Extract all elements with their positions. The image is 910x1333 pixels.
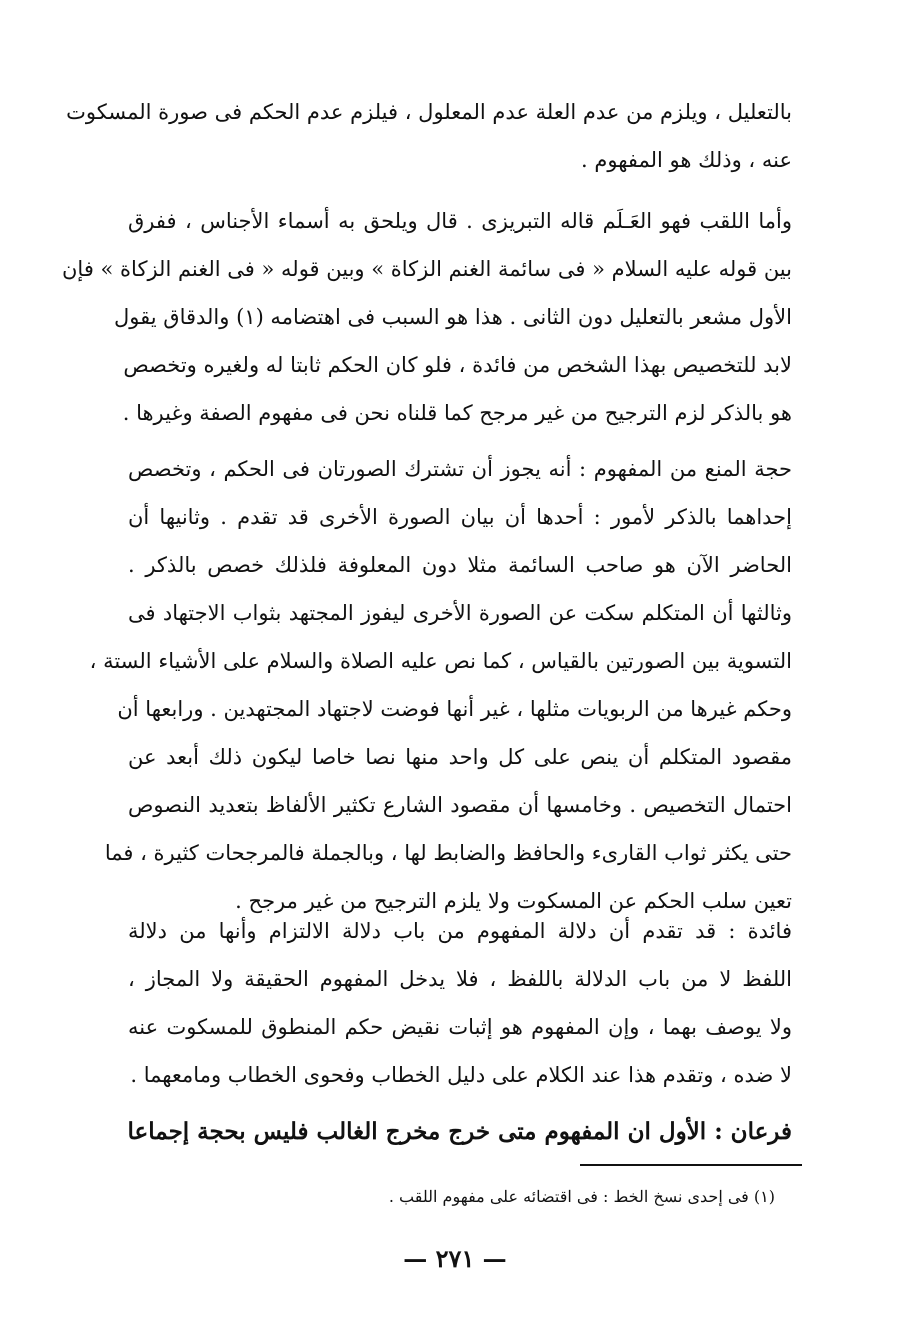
paragraph-3 — [89, 445, 792, 925]
text-line: احتمال التخصيص . وخامسها أن مقصود الشارع تكثير الألفاظ بتعديد النصوص — [128, 793, 792, 817]
text-line: عنه ، وذلك هو المفهوم . — [581, 148, 792, 172]
text-line: وأما اللقب فهو العَـلَم قاله التبريزى . قال ويلحق به أسماء الأجناس ، ففرق — [128, 209, 792, 233]
footnote-divider — [580, 1164, 802, 1166]
text-line: التسوية بين الصورتين بالقياس ، كما نص عليه الصلاة والسلام على الأشياء الستة ، — [89, 649, 792, 673]
text-line: فرعان : الأول ان المفهوم متى خرج مخرج الغالب فليس بحجة إجماعا — [127, 1118, 792, 1145]
paragraph-4 — [128, 907, 792, 1099]
text-line: بين قوله عليه السلام « فى سائمة الغنم الزكاة » وبين قوله « فى الغنم الزكاة » فإن — [62, 257, 792, 281]
text-line: بالتعليل ، ويلزم من عدم العلة عدم المعلول ، فيلزم عدم الحكم فى صورة المسكوت — [66, 100, 792, 124]
text-line: وحكم غيرها من الربويات مثلها ، غير أنها فوضت لاجتهاد المجتهدين . ورابعها أن — [117, 697, 792, 721]
text-line: وثالثها أن المتكلم سكت عن الصورة الأخرى ليفوز المجتهد بثواب الاجتهاد فى — [128, 601, 792, 625]
text-line: الحاضر الآن هو صاحب السائمة مثلا دون المعلوفة فلذلك خصص بالذكر . — [128, 553, 792, 577]
text-line: إحداهما بالذكر لأمور : أحدها أن بيان الصورة الأخرى قد تقدم . وثانيها أن — [128, 505, 792, 529]
page-number: — ٢٧١ — — [403, 1244, 507, 1273]
footnote: (١) فى إحدى نسخ الخط : فى اقتضائه على مفهوم اللقب . — [388, 1187, 775, 1206]
text-line: الأول مشعر بالتعليل دون الثانى . هذا هو السبب فى اهتضامه (١) والدقاق يقول — [114, 305, 792, 329]
text-line: لابد للتخصيص بهذا الشخص من فائدة ، فلو كان الحكم ثابتا له ولغيره وتخصص — [123, 353, 792, 377]
paragraph-2 — [62, 197, 792, 437]
text-line: تعين سلب الحكم عن المسكوت ولا يلزم الترجيح من غير مرجح . — [235, 889, 792, 913]
text-line: مقصود المتكلم أن ينص على كل واحد منها نصا خاصا ليكون ذلك أبعد عن — [128, 745, 792, 769]
text-line: لا ضده ، وتقدم هذا عند الكلام على دليل الخطاب وفحوى الخطاب ومامعهما . — [130, 1063, 792, 1087]
text-line: فائدة : قد تقدم أن دلالة المفهوم من باب دلالة الالتزام وأنها من دلالة — [128, 919, 792, 943]
text-line: ولا يوصف بهما ، وإن المفهوم هو إثبات نقيض حكم المنطوق للمسكوت عنه — [128, 1015, 792, 1039]
paragraph-1 — [66, 88, 792, 184]
text-line: حجة المنع من المفهوم : أنه يجوز أن تشترك الصورتان فى الحكم ، وتخصص — [128, 457, 792, 481]
text-line: هو بالذكر لزم الترجيح من غير مرجح كما قلناه نحن فى مفهوم الصفة وغيرها . — [122, 401, 792, 425]
text-line: حتى يكثر ثواب القارىء والحافظ والضابط لها ، وبالجملة فالمرجحات كثيرة ، فما — [104, 841, 792, 865]
paragraph-5-heading — [128, 1108, 792, 1156]
text-line: اللفظ لا من باب الدلالة باللفظ ، فلا يدخل المفهوم الحقيقة ولا المجاز ، — [128, 967, 792, 991]
